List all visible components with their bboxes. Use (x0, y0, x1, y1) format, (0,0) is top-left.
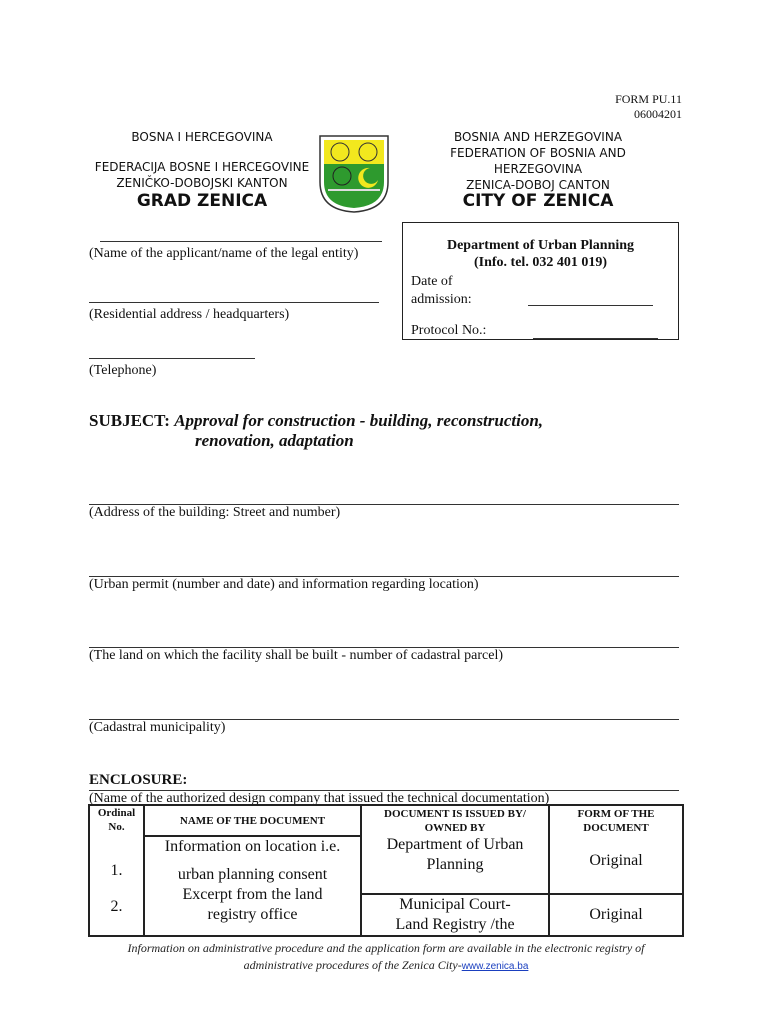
footer (88, 940, 684, 975)
building-fields (89, 486, 679, 844)
department-phone: (Info. tel. 032 401 019) (474, 255, 607, 270)
city-en: CITY OF ZENICA (462, 191, 614, 211)
protocol-field[interactable] (533, 338, 658, 339)
enclosure-table (88, 804, 684, 937)
building-address-label: (Address of the building: Street and number) (89, 505, 341, 520)
header-left (86, 129, 318, 209)
date-label: Date of (411, 274, 453, 289)
form-code (615, 92, 682, 122)
footer-text-2: administrative procedures of the Zenica City- (243, 958, 462, 972)
header-right (430, 129, 646, 209)
header-issuer: DOCUMENT IS ISSUED BY/ OWNED BY (384, 808, 526, 834)
protocol-label: Protocol No.: (411, 323, 487, 338)
address-label: (Residential address / headquarters) (89, 307, 290, 322)
date-field[interactable] (528, 305, 653, 306)
office-use-box (402, 222, 679, 340)
applicant-name-field[interactable] (100, 241, 382, 242)
row-1-name-a: Information on location i.e. (164, 838, 341, 855)
row-1-form: Original (589, 852, 643, 869)
country-bs: BOSNA I HERCEGOVINA (131, 130, 273, 144)
row-2-form-cell (549, 894, 683, 936)
row-2-issuer-a: Municipal Court- (399, 896, 511, 913)
row-2-issuer-b: Land Registry /the (395, 916, 515, 933)
subject-line-1: Approval for construction - building, reconstruction, (174, 411, 544, 430)
canton-en: ZENICA-DOBOJ CANTON (466, 178, 610, 192)
design-company-label: (Name of the authorized design company that issued the technical documentation) (89, 791, 550, 806)
form-number: 06004201 (634, 107, 682, 121)
row-2-number: 2. (110, 898, 123, 915)
city-bs: GRAD ZENICA (136, 191, 268, 211)
name-cell (144, 836, 361, 936)
cadastral-parcel-label: (The land on which the facility shall be built - number of cadastral parcel) (89, 648, 504, 663)
enclosure-title: ENCLOSURE: (89, 772, 188, 788)
row-1-number: 1. (110, 862, 123, 879)
ordinal-column (89, 805, 144, 936)
header-form: FORM OF THE DOCUMENT (577, 808, 655, 834)
row-1-issuer: Department of Urban Planning (386, 836, 524, 873)
federation-bs: FEDERACIJA BOSNE I HERCEGOVINE (94, 160, 310, 174)
federation-en: FEDERATION OF BOSNIA AND (450, 146, 626, 160)
country-en: BOSNIA AND HERZEGOVINA (453, 130, 623, 144)
row-2-name-a: Excerpt from the land (182, 886, 323, 903)
cadastral-municipality-label: (Cadastral municipality) (89, 719, 226, 735)
applicant-name-label: (Name of the applicant/name of the legal entity) (89, 246, 359, 261)
admission-label: admission: (411, 292, 472, 307)
row-1-form-cell (549, 805, 683, 894)
row-1-issuer-cell (361, 805, 549, 894)
coat-of-arms-icon (318, 134, 390, 214)
federation-en-2: HERZEGOVINA (493, 162, 583, 176)
subject (89, 411, 543, 451)
form-code-label: FORM PU.11 (615, 92, 682, 106)
header-ordinal: Ordinal No. (97, 807, 136, 833)
telephone-field[interactable] (89, 358, 255, 359)
subject-label: SUBJECT: (89, 411, 170, 430)
telephone-label: (Telephone) (89, 363, 157, 378)
row-2-name-b: registry office (207, 906, 298, 923)
urban-permit-label: (Urban permit (number and date) and information regarding location) (89, 576, 479, 592)
row-2-form: Original (589, 906, 643, 923)
header-name: NAME OF THE DOCUMENT (144, 805, 361, 836)
footer-text-1: Information on administrative procedure and the application form are available in the electronic registry of (127, 941, 645, 955)
department-name: Department of Urban Planning (446, 238, 635, 253)
row-1-name-b: urban planning consent (177, 866, 328, 883)
subject-line-2: renovation, adaptation (195, 431, 354, 450)
address-field[interactable] (89, 302, 379, 303)
row-2-issuer-cell (361, 894, 549, 936)
canton-bs: ZENIČKO-DOBOJSKI KANTON (116, 176, 288, 190)
website-link[interactable]: www.zenica.ba (461, 961, 529, 972)
